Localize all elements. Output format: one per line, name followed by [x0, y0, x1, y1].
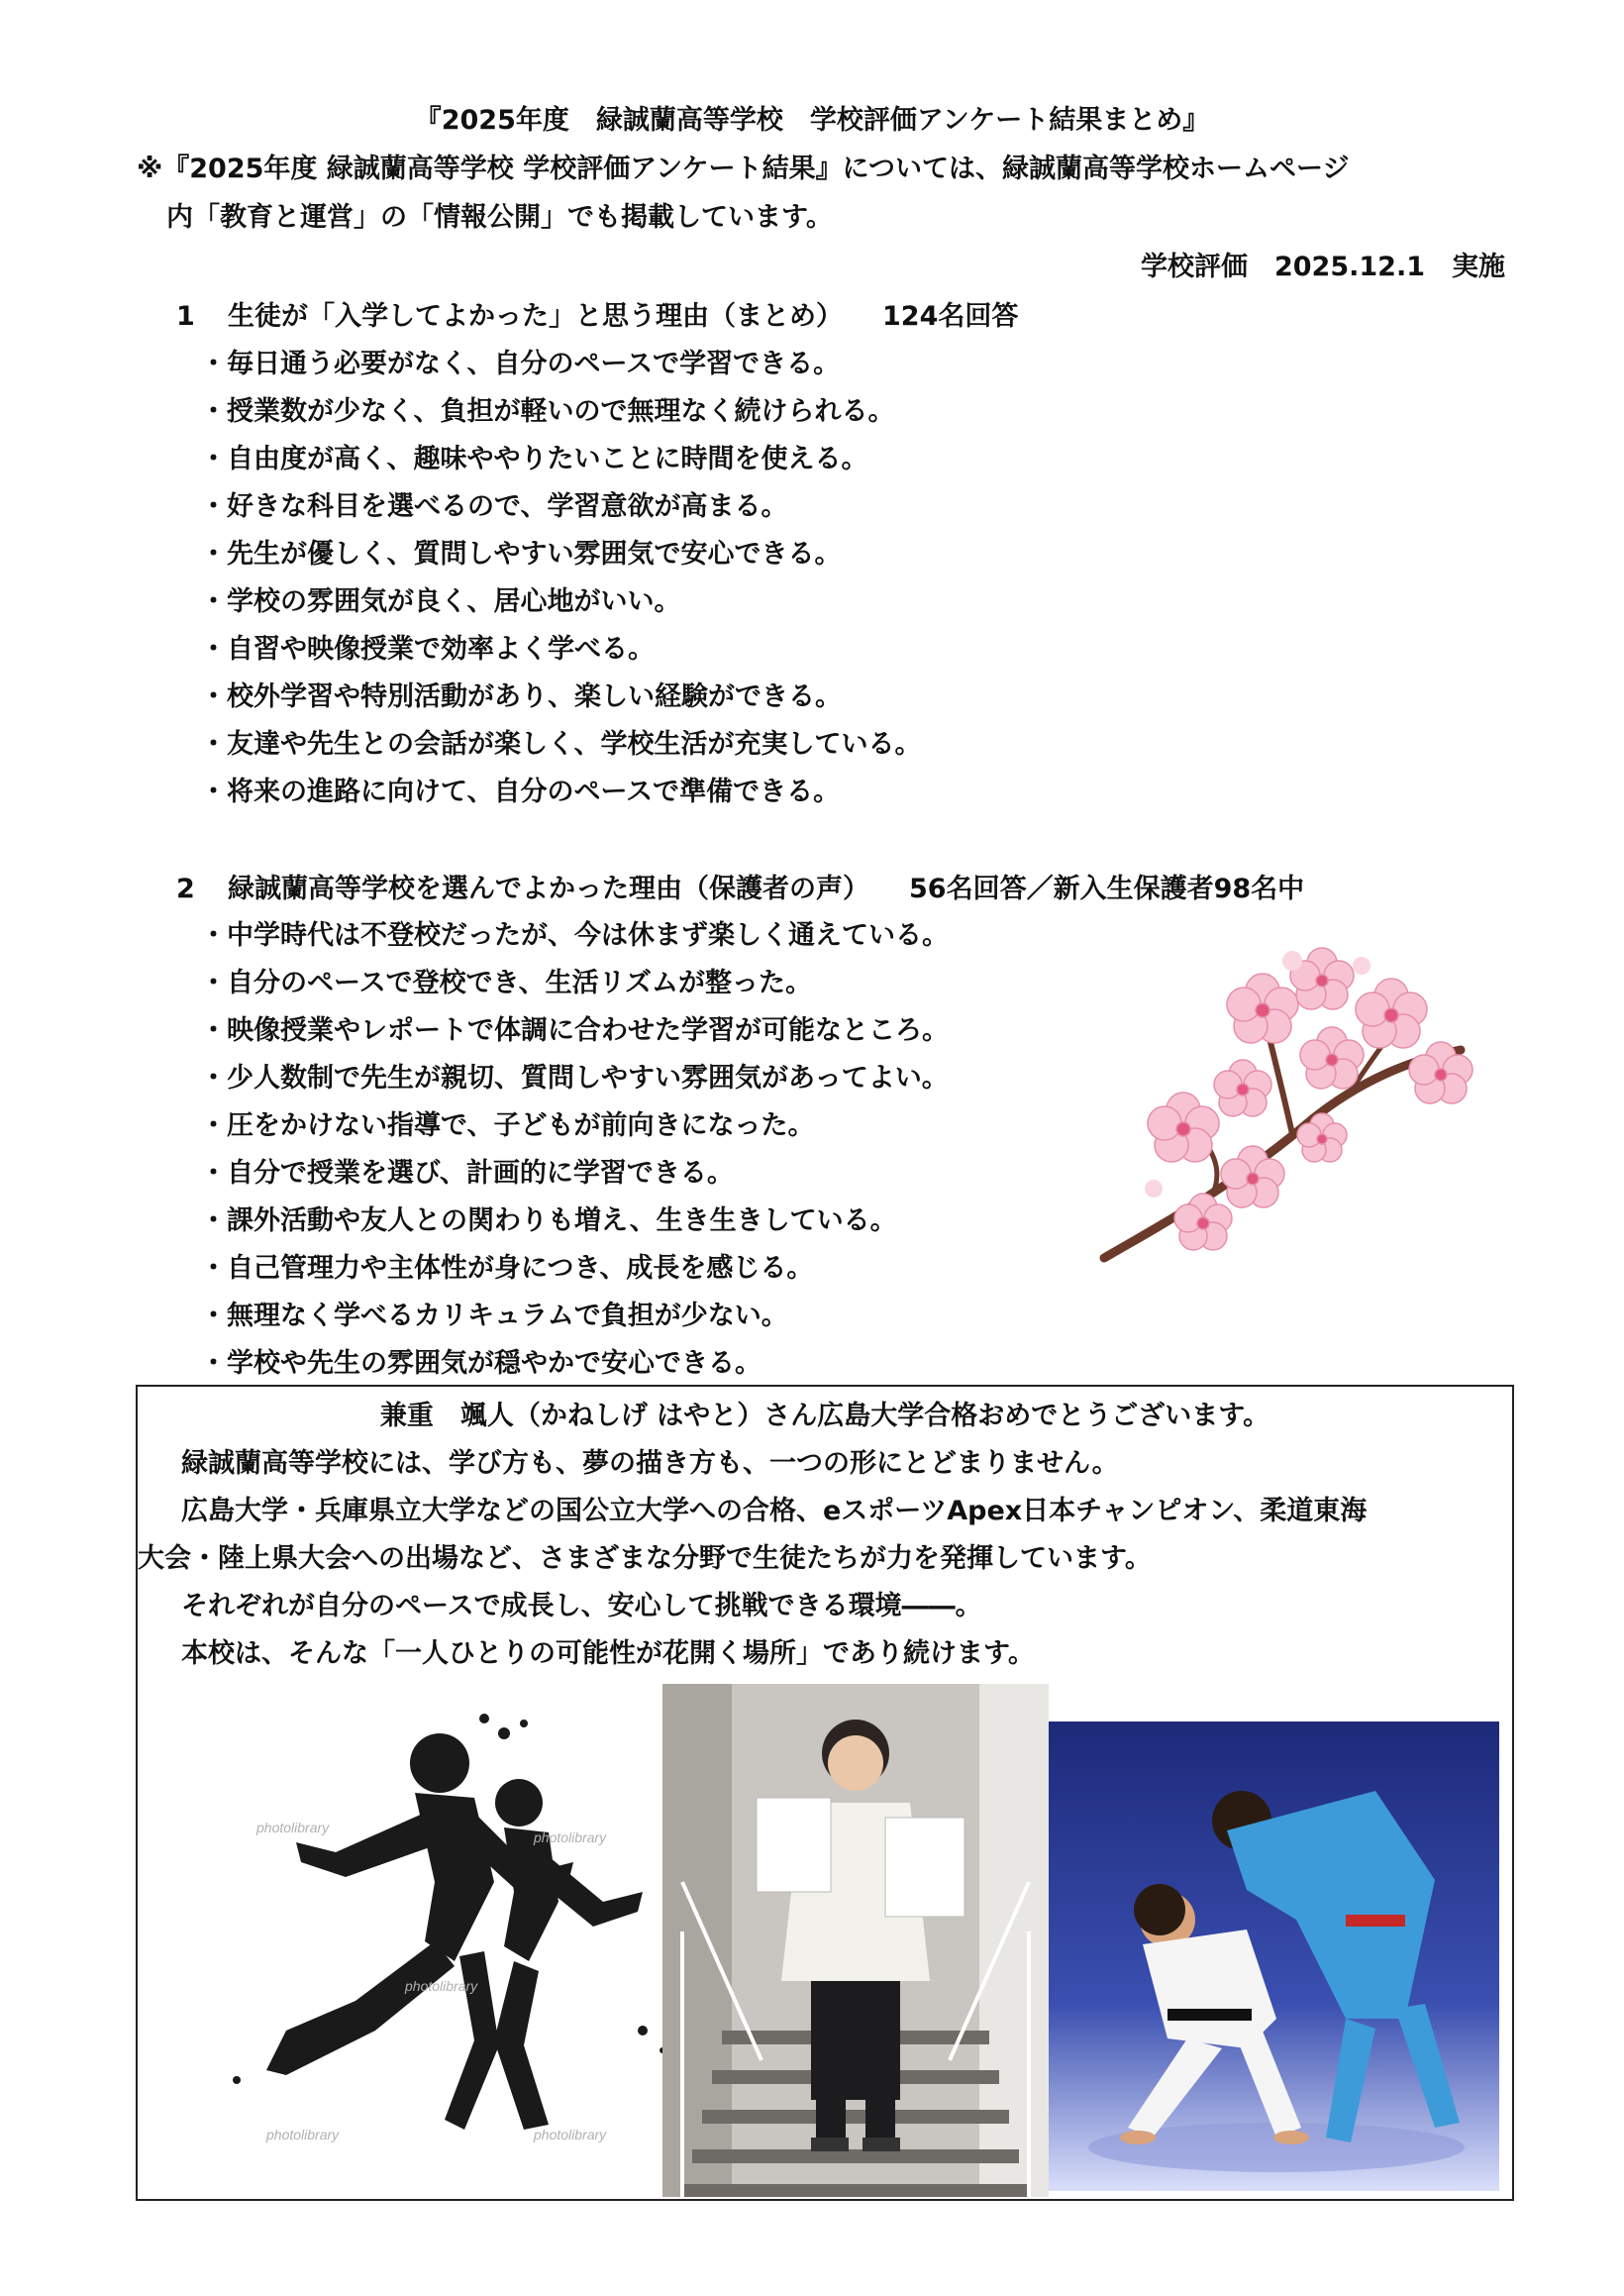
watermark: photolibrary [534, 1829, 607, 1845]
list-item: ・授業数が少なく、負担が軽いので無理なく続けられる。 [200, 396, 895, 427]
section-1-number: 1 [176, 301, 195, 332]
section-2-count: 56名回答／新入生保護者98名中 [909, 874, 1305, 904]
list-item: ・圧をかけない指導で、子どもが前向きになった。 [200, 1110, 815, 1141]
list-item: ・校外学習や特別活動があり、楽しい経験ができる。 [200, 681, 842, 712]
section-1-heading [176, 299, 1018, 335]
list-item: ・学校の雰囲気が良く、居心地がいい。 [200, 586, 681, 617]
section-2-heading [176, 872, 1304, 907]
box-line-2: 広島大学・兵庫県立大学などの国公立大学への合格、eスポーツApex日本チャンピオン、柔道東海 [181, 1496, 1368, 1526]
list-item: ・好きな科目を選べるので、学習意欲が高まる。 [200, 491, 788, 522]
document-title: 『2025年度 緑誠蘭高等学校 学校評価アンケート結果まとめ』 [414, 105, 1210, 136]
judo-throw-illustration [1049, 1722, 1499, 2191]
list-item: ・自由度が高く、趣味ややりたいことに時間を使える。 [200, 444, 868, 474]
box-headline: 兼重 颯人（かねしげ はやと）さん広島大学合格おめでとうございます。 [379, 1401, 1270, 1431]
box-line-4: それぞれが自分のペースで成長し、安心して挑戦できる環境――。 [181, 1591, 982, 1621]
list-item: ・学校や先生の雰囲気が穏やかで安心できる。 [200, 1348, 761, 1379]
box-line-5: 本校は、そんな「一人ひとりの可能性が花開く場所」であり続けます。 [181, 1638, 1035, 1669]
list-item: ・中学時代は不登校だったが、今は休まず楽しく通えている。 [200, 920, 949, 951]
list-item: ・自習や映像授業で効率よく学べる。 [200, 634, 655, 665]
list-item: ・先生が優しく、質問しやすい雰囲気で安心できる。 [200, 539, 842, 570]
congratulations-box [136, 1385, 1514, 2201]
watermark: photolibrary [266, 2127, 340, 2142]
section-1-title: 生徒が「入学してよかった」と思う理由（まとめ） [228, 301, 843, 332]
watermark: photolibrary [405, 1978, 478, 1994]
note-line-2: 内「教育と運営」の「情報公開」でも掲載しています。 [166, 202, 833, 233]
evaluation-date: 学校評価 2025.12.1 実施 [1140, 252, 1505, 282]
note-line-1: ※『2025年度 緑誠蘭高等学校 学校評価アンケート結果』については、緑誠蘭高等学校ホームページ [137, 154, 1350, 184]
list-item: ・毎日通う必要がなく、自分のペースで学習できる。 [200, 349, 841, 379]
list-item: ・映像授業やレポートで体調に合わせた学習が可能なところ。 [200, 1015, 949, 1046]
section-2-title: 緑誠蘭高等学校を選んでよかった理由（保護者の声） [228, 874, 869, 904]
list-item: ・将来の進路に向けて、自分のペースで準備できる。 [200, 777, 841, 807]
list-item: ・課外活動や友人との関わりも増え、生き生きしている。 [200, 1205, 897, 1236]
watermark: photolibrary [534, 2127, 607, 2142]
list-item: ・少人数制で先生が親切、質問しやすい雰囲気があってよい。 [200, 1063, 949, 1094]
cherry-blossom-illustration [1094, 941, 1490, 1278]
box-line-3: 大会・陸上県大会への出場など、さまざまな分野で生徒たちが力を発揮しています。 [138, 1543, 1152, 1574]
list-item: ・自己管理力や主体性が身につき、成長を感じる。 [200, 1253, 814, 1284]
watermark: photolibrary [256, 1820, 330, 1835]
student-holding-certificates-photo [662, 1684, 1049, 2197]
list-item: ・自分のペースで登校でき、生活リズムが整った。 [200, 968, 813, 998]
list-item: ・自分で授業を選び、計画的に学習できる。 [200, 1158, 734, 1189]
box-line-1: 緑誠蘭高等学校には、学び方も、夢の描き方も、一つの形にとどまりません。 [181, 1448, 1119, 1479]
section-1-count: 124名回答 [882, 301, 1019, 332]
section-2-number: 2 [176, 874, 195, 904]
list-item: ・無理なく学べるカリキュラムで負担が少ない。 [200, 1301, 788, 1331]
runners-silhouette [177, 1704, 732, 2179]
list-item: ・友達や先生との会話が楽しく、学校生活が充実している。 [200, 729, 922, 760]
